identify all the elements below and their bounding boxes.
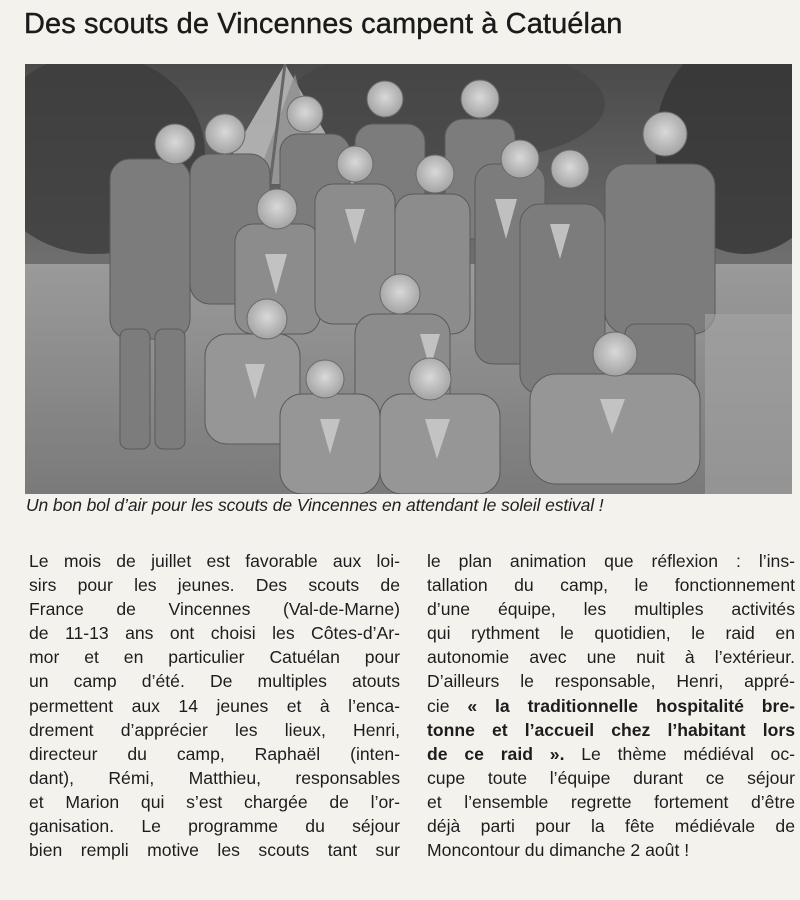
quote-line: [427, 742, 795, 766]
body-line: Moncontour du dimanche 2 août !: [427, 840, 690, 861]
body-line: drement d’apprécier les lieux, Henri,: [29, 719, 400, 740]
article-headline: Des scouts de Vincennes campent à Catuélan: [24, 8, 623, 40]
photo-illustration: [25, 64, 792, 494]
article-body-right-column: [427, 549, 795, 862]
scouts-group-photo: [25, 64, 792, 494]
body-line: D’ailleurs le responsable, Henri, appré-: [427, 671, 795, 692]
body-line: un camp d’été. De multiples atouts: [29, 671, 400, 692]
body-fragment: Le thème médiéval oc-: [581, 743, 795, 764]
body-line: sirs pour les jeunes. Des scouts de: [29, 575, 400, 596]
body-line: qui rythment le quotidien, le raid en: [427, 623, 795, 644]
body-line: et l’ensemble regrette fortement d’être: [427, 791, 795, 812]
quote-line: [427, 694, 795, 718]
body-line: et Marion qui s’est chargée de l’or-: [29, 791, 400, 812]
photo-caption: Un bon bol d’air pour les scouts de Vincennes en attendant le soleil estival !: [26, 495, 604, 515]
quote-line: tonne et l’accueil chez l’habitant lors: [427, 719, 795, 740]
quote-fragment: « la traditionnelle hospitalité bre-: [467, 695, 795, 716]
body-line: bien rempli motive les scouts tant sur: [29, 840, 400, 861]
body-line: de 11-13 ans ont choisi les Côtes-d’Ar-: [29, 623, 400, 644]
body-line: d’une équipe, les multiples activités: [427, 599, 795, 620]
body-line: dant), Rémi, Matthieu, responsables: [29, 767, 400, 788]
body-line: déjà parti pour la fête médiévale de: [427, 816, 795, 837]
quote-fragment: de ce raid ».: [427, 743, 565, 764]
body-line: Le mois de juillet est favorable aux loi-: [29, 551, 400, 571]
body-line: le plan animation que réflexion : l’ins-: [427, 551, 795, 571]
body-line: directeur du camp, Raphaël (inten-: [29, 743, 400, 764]
body-line: cupe toute l’équipe durant ce séjour: [427, 767, 795, 788]
body-line: France de Vincennes (Val-de-Marne): [29, 599, 400, 620]
body-line: tallation du camp, le fonctionnement: [427, 575, 795, 596]
body-line: permettent aux 14 jeunes et à l’enca-: [29, 695, 400, 716]
article-body-left-column: [29, 549, 400, 862]
body-line: mor et en particulier Catuélan pour: [29, 647, 400, 668]
body-line: ganisation. Le programme du séjour: [29, 816, 400, 837]
body-line: autonomie avec une nuit à l’extérieur.: [427, 647, 795, 668]
body-fragment: cie: [427, 695, 450, 716]
